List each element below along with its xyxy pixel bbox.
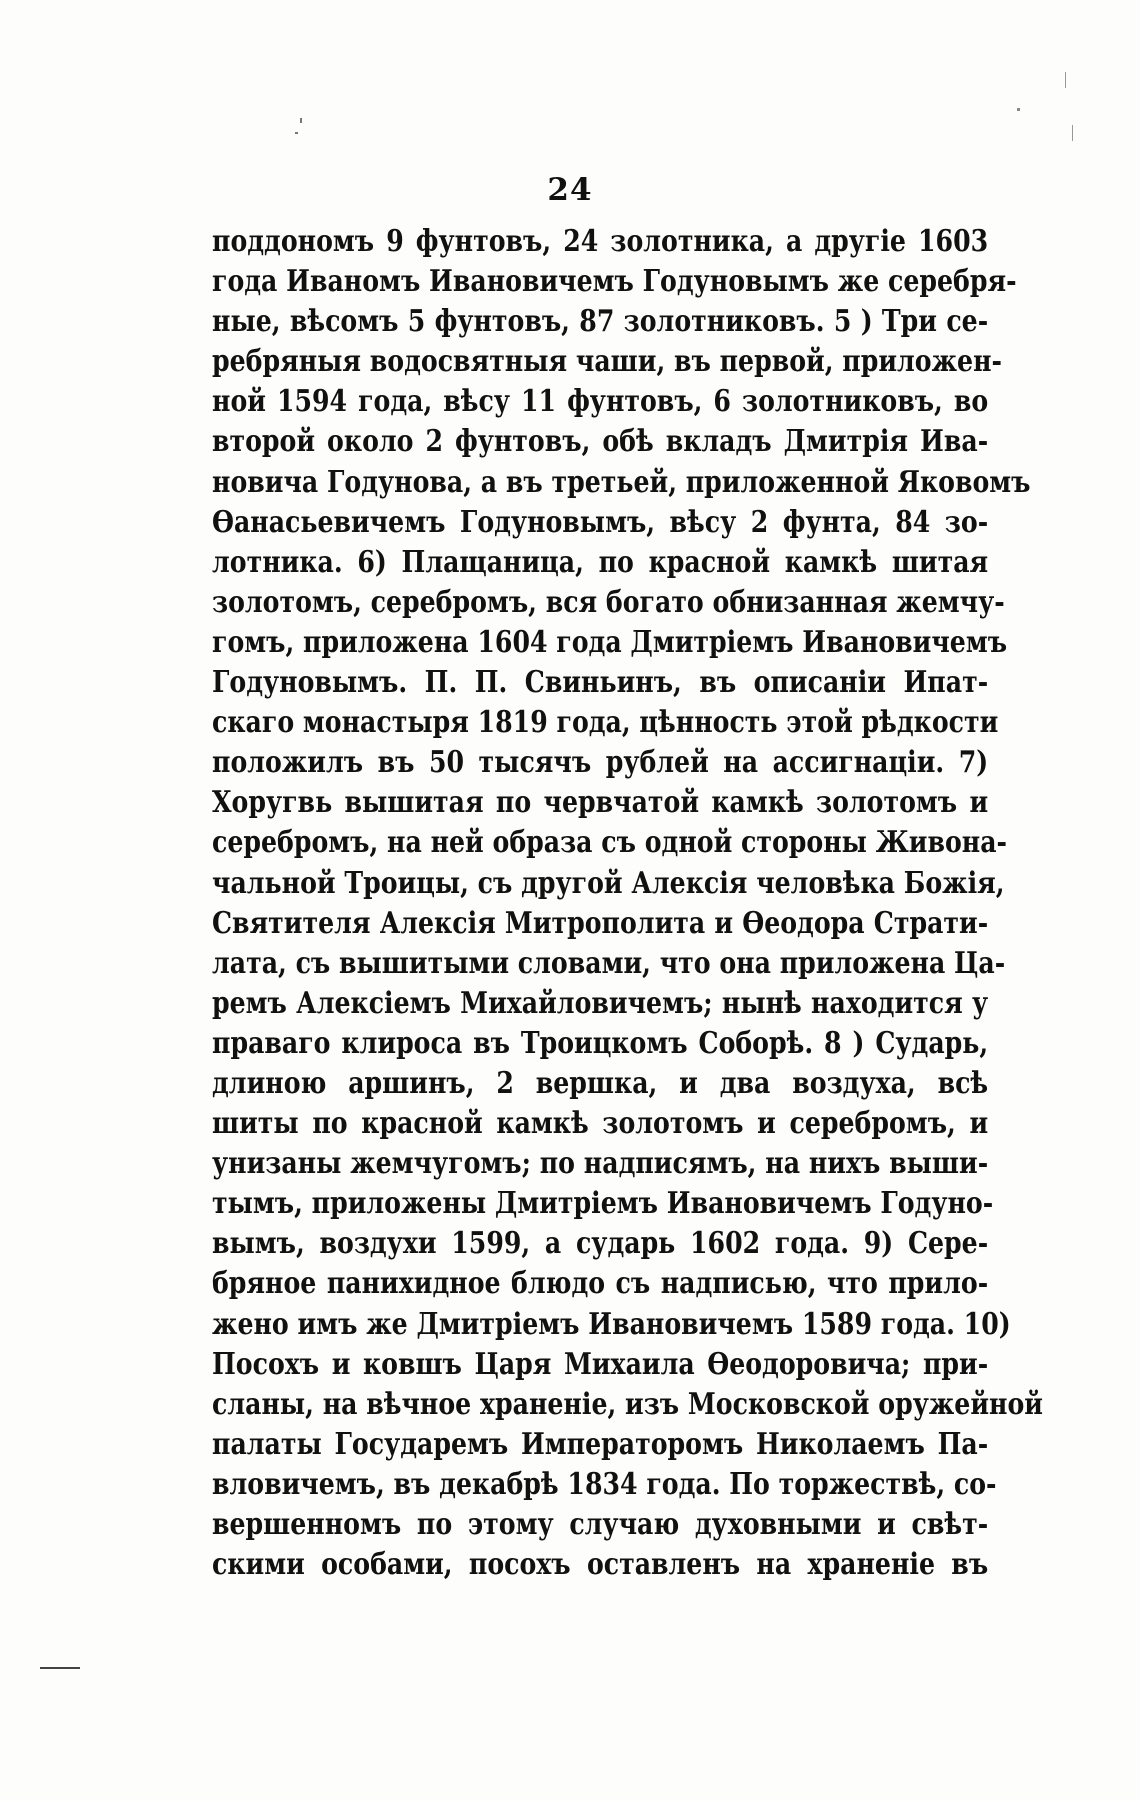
text-line: скаго монастыря 1819 года, цѣнность этой рѣдкости	[212, 705, 999, 741]
text-line: сланы, на вѣчное храненіе, изъ Московской оружейной	[212, 1386, 1043, 1422]
text-line: палаты Государемъ Императоромъ Николаемъ Па-	[212, 1426, 989, 1462]
text-line: года Иваномъ Ивановичемъ Годуновымъ же серебря-	[212, 264, 1017, 300]
scan-edge-mark	[1065, 72, 1066, 88]
text-line: ремъ Алексіемъ Михайловичемъ; нынѣ находится у	[212, 985, 989, 1021]
text-line: ные, вѣсомъ 5 фунтовъ, 87 золотниковъ. 5 ) Три се-	[212, 304, 989, 340]
text-line: второй около 2 фунтовъ, обѣ вкладъ Дмитрія Ива-	[212, 424, 989, 460]
text-line: вловичемъ, въ декабрѣ 1834 года. По торжествѣ, со-	[212, 1466, 997, 1502]
text-line: длиною аршинъ, 2 вершка, и два воздуха, всѣ	[212, 1065, 989, 1101]
text-line: тымъ, приложены Дмитріемъ Ивановичемъ Годуно-	[212, 1186, 994, 1222]
page-number: 24	[547, 172, 593, 208]
text-line: праваго клироса въ Троицкомъ Соборѣ. 8 ) Сударь,	[212, 1025, 989, 1061]
text-line: чальной Троицы, съ другой Алексія человѣка Божія,	[212, 865, 1005, 901]
text-line: ребряныя водосвятныя чаши, въ первой, приложен-	[212, 344, 1002, 380]
text-line: скими особами, посохъ оставленъ на храненіе въ	[212, 1547, 989, 1583]
text-line: Посохъ и ковшъ Царя Михаила Ѳеодоровича; при-	[212, 1346, 989, 1382]
text-line: положилъ въ 50 тысячъ рублей на ассигнаціи. 7)	[212, 745, 989, 781]
scan-speck	[295, 132, 298, 134]
text-line: шиты по красной камкѣ золотомъ и серебромъ, и	[212, 1106, 989, 1142]
text-line: лата, съ вышитыми словами, что она приложена Ца-	[212, 945, 1006, 981]
text-line: вымъ, воздухи 1599, а сударь 1602 года. 9) Сере-	[212, 1226, 989, 1262]
text-line: вершенномъ по этому случаю духовными и свѣт-	[212, 1507, 989, 1542]
text-line: золотомъ, серебромъ, вся богато обнизанная жемчу-	[212, 584, 1005, 620]
body-text	[212, 222, 1043, 1585]
text-line: гомъ, приложена 1604 года Дмитріемъ Ивановичемъ	[212, 624, 1008, 660]
text-line: Ѳанасьевичемъ Годуновымъ, вѣсу 2 фунта, 84 зо-	[212, 504, 989, 540]
text-line: Годуновымъ. П. П. Свиньинъ, въ описаніи Ипат-	[212, 665, 989, 701]
text-line: жено имъ же Дмитріемъ Ивановичемъ 1589 года. 10)	[212, 1306, 1011, 1342]
text-line: Хоругвь вышитая по червчатой камкѣ золотомъ и	[212, 785, 989, 821]
text-line: унизаны жемчугомъ; по надписямъ, на нихъ выши-	[212, 1146, 989, 1182]
text-line: ной 1594 года, вѣсу 11 фунтовъ, 6 золотниковъ, во	[212, 384, 989, 420]
text-line: бряное панихидное блюдо съ надписью, что прило-	[212, 1266, 989, 1302]
margin-dash	[40, 1667, 80, 1669]
text-line: Святителя Алексія Митрополита и Ѳеодора Страти-	[212, 905, 989, 941]
scan-speck	[1017, 108, 1020, 111]
text-line: новича Годунова, а въ третьей, приложенной Яковомъ	[212, 464, 1031, 500]
text-line: лотника. 6) Плащаница, по красной камкѣ шитая	[212, 544, 989, 580]
text-line: серебромъ, на ней образа съ одной стороны Живона-	[212, 825, 1008, 861]
scan-speck	[300, 118, 302, 123]
scan-edge-mark	[1072, 125, 1073, 141]
text-line: поддономъ 9 фунтовъ, 24 золотника, а другіе 1603	[212, 224, 989, 259]
